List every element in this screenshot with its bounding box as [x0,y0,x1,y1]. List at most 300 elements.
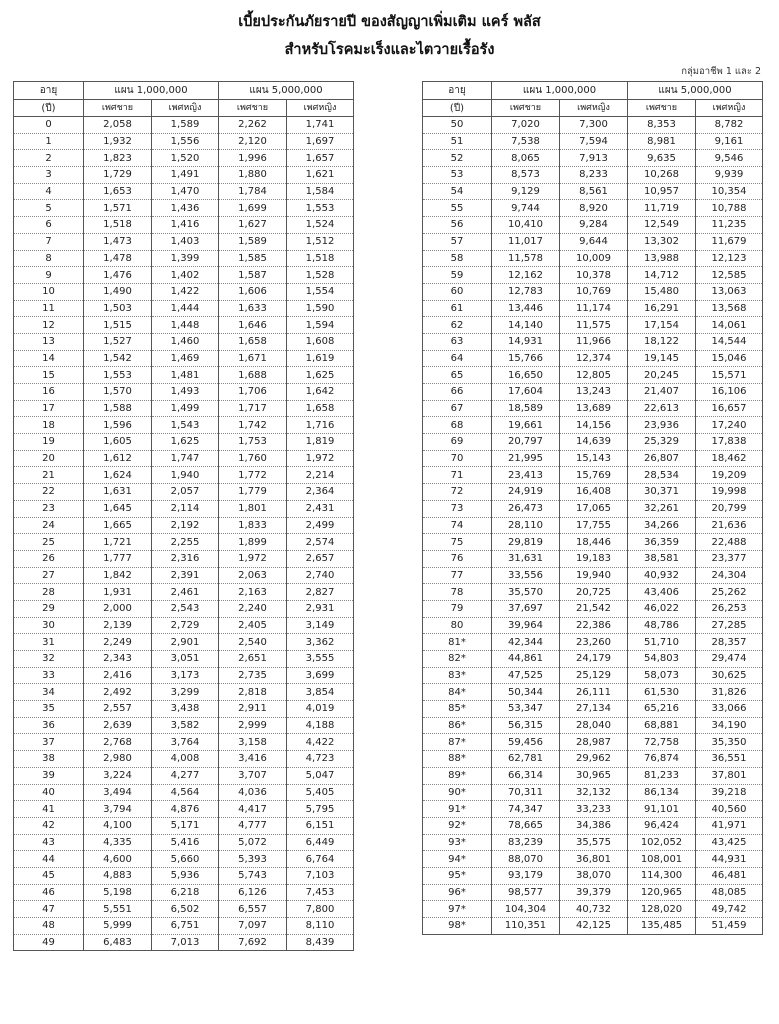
plan1-female-cell: 1,403 [152,233,219,250]
table-row [423,600,763,617]
plan1-female-cell: 13,243 [560,384,628,401]
plan2-female-cell: 1,554 [287,283,354,300]
table-row [423,717,763,734]
table-row [423,167,763,184]
age-cell: 12 [14,317,84,334]
table-row [14,600,354,617]
plan1-female-cell: 3,438 [152,701,219,718]
plan1-female-cell: 7,913 [560,150,628,167]
age-cell: 16 [14,384,84,401]
plan2-female-cell: 15,046 [696,350,763,367]
age-cell: 85* [423,701,492,718]
plan2-male-cell: 22,613 [628,400,696,417]
table-row [423,918,763,935]
age-cell: 47 [14,901,84,918]
age-cell: 50 [423,117,492,134]
age-cell: 54 [423,183,492,200]
age-cell: 5 [14,200,84,217]
plan2-male-cell: 8,981 [628,133,696,150]
age-cell: 69 [423,434,492,451]
table-row [14,233,354,250]
plan2-female-cell: 3,699 [287,667,354,684]
plan2-female-cell: 19,998 [696,484,763,501]
age-cell: 15 [14,367,84,384]
plan1-female-cell: 19,940 [560,567,628,584]
plan1-male-cell: 1,612 [84,450,152,467]
age-cell: 9 [14,267,84,284]
plan2-male-cell: 13,988 [628,250,696,267]
plan1-male-cell: 3,794 [84,801,152,818]
age-cell: 74 [423,517,492,534]
plan1-male-cell: 2,249 [84,634,152,651]
age-cell: 40 [14,784,84,801]
plan1-male-cell: 1,932 [84,133,152,150]
plan2-female-cell: 28,357 [696,634,763,651]
plan2-male-cell: 18,122 [628,333,696,350]
table-row [423,233,763,250]
plan1-female-cell: 15,769 [560,467,628,484]
premium-table-left-body [14,117,354,951]
age-cell: 19 [14,434,84,451]
table-row [423,584,763,601]
table-row [14,267,354,284]
plan2-male-cell: 6,126 [219,884,287,901]
plan1-male-cell: 1,490 [84,283,152,300]
male-header: เพศชาย [219,100,287,117]
plan2-male-cell: 102,052 [628,834,696,851]
age-cell: 62 [423,317,492,334]
table-row [423,183,763,200]
table-row [423,217,763,234]
plan2-female-cell: 13,063 [696,283,763,300]
plan1-male-cell: 1,473 [84,233,152,250]
plan1-male-cell: 33,556 [492,567,560,584]
plan2-male-cell: 6,557 [219,901,287,918]
age-cell: 41 [14,801,84,818]
plan1-male-cell: 10,410 [492,217,560,234]
plan1-male-cell: 1,503 [84,300,152,317]
plan2-male-cell: 1,784 [219,183,287,200]
plan-5m-header: แผน 5,000,000 [219,82,354,100]
plan1-female-cell: 1,460 [152,333,219,350]
male-header: เพศชาย [628,100,696,117]
plan2-female-cell: 24,304 [696,567,763,584]
plan2-female-cell: 6,449 [287,834,354,851]
plan1-male-cell: 1,777 [84,550,152,567]
plan1-male-cell: 1,571 [84,200,152,217]
plan2-male-cell: 25,329 [628,434,696,451]
plan2-male-cell: 1,646 [219,317,287,334]
age-cell: 32 [14,651,84,668]
plan2-female-cell: 9,546 [696,150,763,167]
plan1-male-cell: 2,000 [84,600,152,617]
table-row [14,651,354,668]
plan1-female-cell: 38,070 [560,867,628,884]
age-cell: 84* [423,684,492,701]
age-cell: 37 [14,734,84,751]
plan1-female-cell: 16,408 [560,484,628,501]
plan2-female-cell: 11,235 [696,217,763,234]
plan2-male-cell: 120,965 [628,884,696,901]
plan2-male-cell: 46,022 [628,600,696,617]
plan1-female-cell: 2,316 [152,550,219,567]
age-cell: 76 [423,550,492,567]
plan2-female-cell: 9,939 [696,167,763,184]
plan2-female-cell: 16,657 [696,400,763,417]
age-cell: 46 [14,884,84,901]
age-cell: 87* [423,734,492,751]
plan2-female-cell: 34,190 [696,717,763,734]
table-row [423,617,763,634]
plan1-female-cell: 1,556 [152,133,219,150]
plan2-male-cell: 43,406 [628,584,696,601]
plan2-male-cell: 12,549 [628,217,696,234]
table-row [14,851,354,868]
male-header: เพศชาย [492,100,560,117]
plan1-male-cell: 1,624 [84,467,152,484]
plan1-female-cell: 1,940 [152,467,219,484]
plan2-female-cell: 1,528 [287,267,354,284]
plan1-male-cell: 2,768 [84,734,152,751]
table-row [14,584,354,601]
plan1-female-cell: 7,013 [152,934,219,951]
age-cell: 90* [423,784,492,801]
plan1-male-cell: 2,058 [84,117,152,134]
table-row [14,934,354,951]
plan1-female-cell: 36,801 [560,851,628,868]
plan2-male-cell: 1,688 [219,367,287,384]
plan2-female-cell: 35,350 [696,734,763,751]
table-row [14,200,354,217]
age-cell: 4 [14,183,84,200]
document-title: เบี้ยประกันภัยรายปี ของสัญญาเพิ่มเติม แคร์ พลัส [238,14,541,30]
age-cell: 18 [14,417,84,434]
age-unit-header: (ปี) [14,100,84,117]
table-row [14,667,354,684]
occupation-group-note: กลุ่มอาชีพ 1 และ 2 [681,66,761,77]
age-cell: 86* [423,717,492,734]
plan2-female-cell: 22,488 [696,534,763,551]
table-row [423,367,763,384]
plan2-male-cell: 38,581 [628,550,696,567]
table-row [423,350,763,367]
plan1-female-cell: 8,233 [560,167,628,184]
plan1-female-cell: 11,575 [560,317,628,334]
plan2-male-cell: 10,957 [628,183,696,200]
plan2-female-cell: 1,619 [287,350,354,367]
age-cell: 73 [423,500,492,517]
plan2-male-cell: 14,712 [628,267,696,284]
plan2-male-cell: 1,717 [219,400,287,417]
table-row [14,400,354,417]
table-row [423,684,763,701]
table-row [423,150,763,167]
plan2-female-cell: 1,512 [287,233,354,250]
plan2-male-cell: 1,779 [219,484,287,501]
age-cell: 20 [14,450,84,467]
plan1-female-cell: 1,543 [152,417,219,434]
plan2-female-cell: 4,188 [287,717,354,734]
plan1-male-cell: 44,861 [492,651,560,668]
plan2-male-cell: 5,072 [219,834,287,851]
plan1-male-cell: 4,883 [84,867,152,884]
plan2-male-cell: 2,163 [219,584,287,601]
plan1-male-cell: 20,797 [492,434,560,451]
plan1-male-cell: 5,198 [84,884,152,901]
table-row [14,333,354,350]
plan1-male-cell: 42,344 [492,634,560,651]
plan2-male-cell: 1,671 [219,350,287,367]
plan1-male-cell: 2,343 [84,651,152,668]
plan2-male-cell: 81,233 [628,767,696,784]
plan2-male-cell: 96,424 [628,817,696,834]
table-row [14,817,354,834]
table-row [14,417,354,434]
plan1-female-cell: 15,143 [560,450,628,467]
plan2-female-cell: 2,740 [287,567,354,584]
plan2-male-cell: 1,606 [219,283,287,300]
age-cell: 27 [14,567,84,584]
table-row [14,467,354,484]
plan1-male-cell: 11,017 [492,233,560,250]
plan1-female-cell: 5,936 [152,867,219,884]
plan2-female-cell: 2,364 [287,484,354,501]
table-row [423,567,763,584]
plan1-female-cell: 34,386 [560,817,628,834]
plan1-male-cell: 26,473 [492,500,560,517]
plan1-female-cell: 1,625 [152,434,219,451]
plan1-male-cell: 8,573 [492,167,560,184]
document-subtitle: สำหรับโรคมะเร็งและไตวายเรื้อรัง [284,42,495,58]
plan1-female-cell: 6,502 [152,901,219,918]
plan2-female-cell: 43,425 [696,834,763,851]
plan2-female-cell: 5,405 [287,784,354,801]
plan2-male-cell: 26,807 [628,450,696,467]
plan1-female-cell: 12,374 [560,350,628,367]
plan2-female-cell: 3,149 [287,617,354,634]
plan2-male-cell: 7,097 [219,918,287,935]
plan1-male-cell: 66,314 [492,767,560,784]
plan2-male-cell: 1,753 [219,434,287,451]
plan1-female-cell: 10,378 [560,267,628,284]
plan2-male-cell: 36,359 [628,534,696,551]
plan2-female-cell: 13,568 [696,300,763,317]
plan2-male-cell: 54,803 [628,651,696,668]
plan1-female-cell: 1,747 [152,450,219,467]
plan1-male-cell: 1,588 [84,400,152,417]
plan1-male-cell: 1,665 [84,517,152,534]
plan1-female-cell: 29,962 [560,751,628,768]
plan2-male-cell: 2,240 [219,600,287,617]
age-unit-header: (ปี) [423,100,492,117]
plan2-male-cell: 4,036 [219,784,287,801]
plan1-male-cell: 9,129 [492,183,560,200]
table-row [14,767,354,784]
age-cell: 6 [14,217,84,234]
plan1-male-cell: 15,766 [492,350,560,367]
plan2-female-cell: 2,931 [287,600,354,617]
plan2-female-cell: 48,085 [696,884,763,901]
plan1-female-cell: 9,284 [560,217,628,234]
plan1-female-cell: 2,057 [152,484,219,501]
plan1-male-cell: 39,964 [492,617,560,634]
age-cell: 64 [423,350,492,367]
plan1-female-cell: 12,805 [560,367,628,384]
plan2-female-cell: 41,971 [696,817,763,834]
age-cell: 71 [423,467,492,484]
plan1-male-cell: 56,315 [492,717,560,734]
plan2-female-cell: 1,819 [287,434,354,451]
plan2-female-cell: 7,103 [287,867,354,884]
plan2-male-cell: 86,134 [628,784,696,801]
table-row [14,367,354,384]
plan1-female-cell: 40,732 [560,901,628,918]
plan1-female-cell: 11,174 [560,300,628,317]
age-cell: 25 [14,534,84,551]
plan2-male-cell: 2,405 [219,617,287,634]
plan1-female-cell: 1,493 [152,384,219,401]
age-cell: 97* [423,901,492,918]
plan1-female-cell: 18,446 [560,534,628,551]
table-row [423,300,763,317]
plan2-male-cell: 1,706 [219,384,287,401]
age-cell: 39 [14,767,84,784]
plan1-male-cell: 1,478 [84,250,152,267]
table-row [423,751,763,768]
plan2-male-cell: 76,874 [628,751,696,768]
table-row [423,250,763,267]
plan1-male-cell: 59,456 [492,734,560,751]
table-row [14,300,354,317]
plan2-male-cell: 2,120 [219,133,287,150]
table-row [423,517,763,534]
plan1-female-cell: 26,111 [560,684,628,701]
plan1-female-cell: 3,582 [152,717,219,734]
plan1-male-cell: 7,020 [492,117,560,134]
plan1-female-cell: 1,402 [152,267,219,284]
plan2-female-cell: 1,553 [287,200,354,217]
age-cell: 79 [423,600,492,617]
plan1-female-cell: 28,040 [560,717,628,734]
age-cell: 63 [423,333,492,350]
plan2-male-cell: 13,302 [628,233,696,250]
plan2-female-cell: 25,262 [696,584,763,601]
plan1-female-cell: 3,764 [152,734,219,751]
plan2-female-cell: 15,571 [696,367,763,384]
plan2-female-cell: 11,679 [696,233,763,250]
plan2-male-cell: 91,101 [628,801,696,818]
plan2-male-cell: 1,760 [219,450,287,467]
plan2-female-cell: 17,838 [696,434,763,451]
plan2-female-cell: 1,716 [287,417,354,434]
table-row [14,317,354,334]
plan1-male-cell: 3,224 [84,767,152,784]
plan2-female-cell: 1,642 [287,384,354,401]
plan2-male-cell: 28,534 [628,467,696,484]
plan2-male-cell: 20,245 [628,367,696,384]
age-cell: 80 [423,617,492,634]
plan2-male-cell: 15,480 [628,283,696,300]
table-row [423,801,763,818]
plan1-female-cell: 4,876 [152,801,219,818]
table-row [423,417,763,434]
plan2-female-cell: 2,827 [287,584,354,601]
plan1-female-cell: 1,444 [152,300,219,317]
age-cell: 11 [14,300,84,317]
age-cell: 48 [14,918,84,935]
plan2-female-cell: 1,594 [287,317,354,334]
table-row [14,133,354,150]
plan2-female-cell: 4,723 [287,751,354,768]
age-cell: 45 [14,867,84,884]
plan1-male-cell: 2,639 [84,717,152,734]
plan1-female-cell: 2,255 [152,534,219,551]
plan2-male-cell: 108,001 [628,851,696,868]
plan1-male-cell: 28,110 [492,517,560,534]
plan1-female-cell: 4,277 [152,767,219,784]
table-row [423,667,763,684]
plan1-female-cell: 1,589 [152,117,219,134]
plan1-male-cell: 88,070 [492,851,560,868]
plan1-male-cell: 93,179 [492,867,560,884]
table-row [14,617,354,634]
plan2-male-cell: 21,407 [628,384,696,401]
female-header: เพศหญิง [560,100,628,117]
plan2-female-cell: 18,462 [696,450,763,467]
plan1-male-cell: 18,589 [492,400,560,417]
plan1-female-cell: 6,218 [152,884,219,901]
age-cell: 81* [423,634,492,651]
plan2-male-cell: 1,772 [219,467,287,484]
plan2-female-cell: 3,854 [287,684,354,701]
plan-1m-header: แผน 1,000,000 [84,82,219,100]
plan2-female-cell: 12,585 [696,267,763,284]
plan2-female-cell: 19,209 [696,467,763,484]
age-cell: 66 [423,384,492,401]
age-cell: 44 [14,851,84,868]
plan1-male-cell: 1,605 [84,434,152,451]
plan2-female-cell: 1,697 [287,133,354,150]
plan2-male-cell: 4,777 [219,817,287,834]
plan1-female-cell: 24,179 [560,651,628,668]
table-row [423,534,763,551]
plan2-male-cell: 1,585 [219,250,287,267]
plan1-male-cell: 83,239 [492,834,560,851]
plan2-female-cell: 1,625 [287,367,354,384]
plan1-male-cell: 98,577 [492,884,560,901]
plan2-female-cell: 12,123 [696,250,763,267]
plan2-female-cell: 20,799 [696,500,763,517]
plan2-male-cell: 2,651 [219,651,287,668]
plan2-male-cell: 48,786 [628,617,696,634]
plan1-male-cell: 1,823 [84,150,152,167]
plan1-female-cell: 3,173 [152,667,219,684]
plan2-female-cell: 6,764 [287,851,354,868]
plan2-female-cell: 17,240 [696,417,763,434]
table-row [423,901,763,918]
plan1-male-cell: 7,538 [492,133,560,150]
plan1-male-cell: 1,542 [84,350,152,367]
plan1-female-cell: 1,520 [152,150,219,167]
table-row [423,317,763,334]
plan2-male-cell: 32,261 [628,500,696,517]
plan1-female-cell: 30,965 [560,767,628,784]
plan2-female-cell: 2,574 [287,534,354,551]
table-row [423,434,763,451]
plan1-female-cell: 1,436 [152,200,219,217]
age-cell: 93* [423,834,492,851]
age-cell: 70 [423,450,492,467]
